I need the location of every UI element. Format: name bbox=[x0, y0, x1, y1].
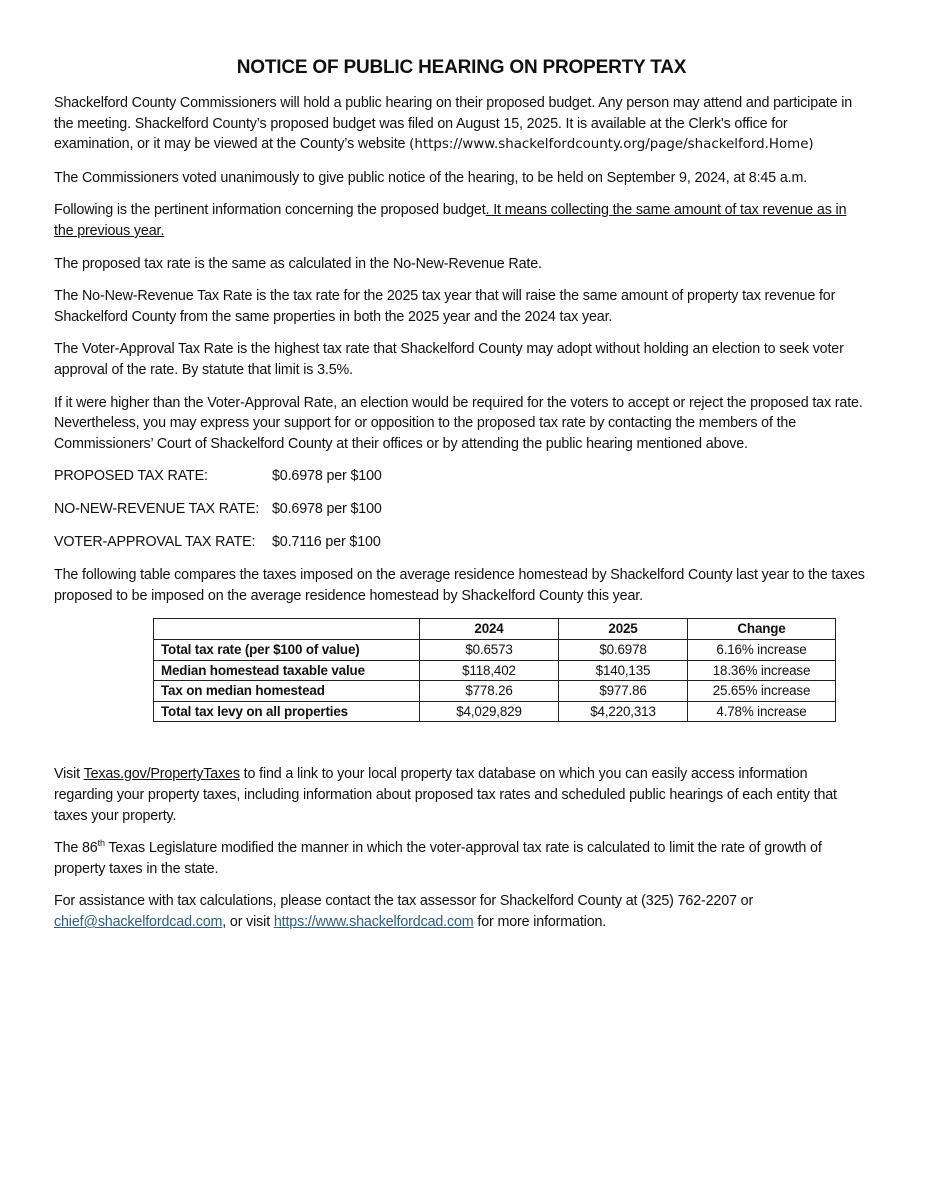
table-cell-2024: $778.26 bbox=[420, 681, 559, 702]
assistance-text: For assistance with tax calculations, please contact the tax assessor for Shackelford County at (325) 762-2207 or bbox=[54, 893, 754, 910]
rate-value: $0.6978 per $100 bbox=[272, 468, 382, 485]
rate-row-voter-approval bbox=[54, 532, 869, 553]
table-header-2025: 2025 bbox=[559, 619, 688, 640]
rate-row-proposed bbox=[54, 466, 869, 487]
table-cell-change: 4.78% increase bbox=[688, 701, 836, 722]
assistance-middle-text: , or visit bbox=[222, 913, 274, 930]
ordinal-superscript: th bbox=[97, 838, 105, 849]
table-cell-change: 25.65% increase bbox=[688, 681, 836, 702]
pertinent-info-paragraph bbox=[54, 200, 869, 241]
property-taxes-link-paragraph bbox=[54, 764, 869, 826]
proposed-rate-paragraph: The proposed tax rate is the same as calculated in the No-New-Revenue Rate. bbox=[54, 255, 542, 272]
pertinent-info-underlined: . It means collecting the same amount of tax revenue as in the previous year. bbox=[54, 202, 847, 239]
election-paragraph: If it were higher than the Voter-Approval Rate, an election would be required for the voters to accept or reject the proposed tax rate. Nevertheless, you may express your support for or opposition to the proposed tax rate by contacting the members of the Commissioners’ Court of Shackelford County at their offices or by attending the public hearing mentioned above. bbox=[54, 394, 863, 452]
table-cell-2024: $0.6573 bbox=[420, 640, 559, 661]
rate-value: $0.6978 per $100 bbox=[272, 501, 382, 518]
table-row-label: Total tax rate (per $100 of value) bbox=[154, 640, 420, 661]
table-cell-2025: $0.6978 bbox=[559, 640, 688, 661]
rate-label: PROPOSED TAX RATE: bbox=[54, 468, 208, 485]
cad-website-link[interactable]: https://www.shackelfordcad.com bbox=[273, 913, 474, 930]
voter-approval-paragraph: The Voter-Approval Tax Rate is the highest tax rate that Shackelford County may adopt without holding an election to seek voter approval of the rate. By statute that limit is 3.5%. bbox=[54, 341, 844, 378]
table-row bbox=[154, 681, 836, 702]
table-header-blank bbox=[154, 619, 420, 640]
table-cell-2024: $118,402 bbox=[420, 660, 559, 681]
table-cell-2024: $4,029,829 bbox=[420, 701, 559, 722]
legislature-text-rest: Texas Legislature modified the manner in which the voter-approval tax rate is calculated to limit the rate of growth of property taxes in the state. bbox=[54, 840, 822, 877]
table-cell-2025: $4,220,313 bbox=[559, 701, 688, 722]
page-title: NOTICE OF PUBLIC HEARING ON PROPERTY TAX bbox=[236, 57, 687, 78]
table-row-label: Total tax levy on all properties bbox=[154, 701, 420, 722]
table-cell-2025: $140,135 bbox=[559, 660, 688, 681]
table-header-2024: 2024 bbox=[420, 619, 559, 640]
table-header-change: Change bbox=[688, 619, 836, 640]
table-header-row bbox=[154, 619, 836, 640]
visit-rest-text: to find a link to your local property tax database on which you can easily access information regarding your property taxes, including information about proposed tax rates and scheduled public hearings of each entity that taxes your property. bbox=[54, 766, 837, 824]
rate-label: VOTER-APPROVAL TAX RATE: bbox=[54, 534, 256, 551]
assistance-paragraph bbox=[54, 891, 869, 932]
legislature-text-start: The 86 bbox=[54, 840, 98, 857]
visit-text: Visit bbox=[54, 766, 84, 783]
pertinent-info-text: Following is the pertinent information concerning the proposed budget bbox=[54, 202, 486, 219]
table-row bbox=[154, 640, 836, 661]
table-row bbox=[154, 701, 836, 722]
no-new-revenue-paragraph: The No-New-Revenue Tax Rate is the tax rate for the 2025 tax year that will raise the same amount of property tax revenue for Shackelford County from the same properties in both the 2025 year and the 2024 tax year. bbox=[54, 288, 836, 325]
county-website-url: (https://www.shackelfordcounty.org/page/shackelford.Home) bbox=[409, 137, 814, 153]
assessor-email-link[interactable]: chief@shackelfordcad.com bbox=[54, 913, 223, 930]
table-cell-change: 6.16% increase bbox=[688, 640, 836, 661]
table-cell-change: 18.36% increase bbox=[688, 660, 836, 681]
table-row-label: Tax on median homestead bbox=[154, 681, 420, 702]
rate-value: $0.7116 per $100 bbox=[272, 534, 381, 551]
table-row bbox=[154, 660, 836, 681]
tax-comparison-table bbox=[153, 618, 836, 722]
rate-row-no-new-revenue bbox=[54, 499, 869, 520]
comparison-intro-paragraph: The following table compares the taxes imposed on the average residence homestead by Shackelford County last year to the taxes proposed to be imposed on the average residence homestead by Shackelford County this year. bbox=[54, 567, 865, 604]
table-row-label: Median homestead taxable value bbox=[154, 660, 420, 681]
budget-hearing-paragraph bbox=[54, 93, 869, 156]
legislature-paragraph bbox=[54, 838, 869, 879]
notice-document bbox=[54, 56, 869, 945]
budget-hearing-text: Shackelford County Commissioners will hold a public hearing on their proposed budget. Any person may attend and participate in the meeting. Shackelford County’s proposed budget was filed on August 15, 2025. It is available at the Clerk's office for examination, or it may be viewed at the County’s website bbox=[54, 95, 853, 153]
texas-property-taxes-link[interactable]: Texas.gov/PropertyTaxes bbox=[83, 766, 240, 783]
vote-notice-paragraph: The Commissioners voted unanimously to give public notice of the hearing, to be held on September 9, 2024, at 8:45 a.m. bbox=[54, 169, 808, 186]
table-cell-2025: $977.86 bbox=[559, 681, 688, 702]
assistance-end-text: for more information. bbox=[473, 913, 607, 930]
rate-label: NO-NEW-REVENUE TAX RATE: bbox=[54, 501, 260, 518]
